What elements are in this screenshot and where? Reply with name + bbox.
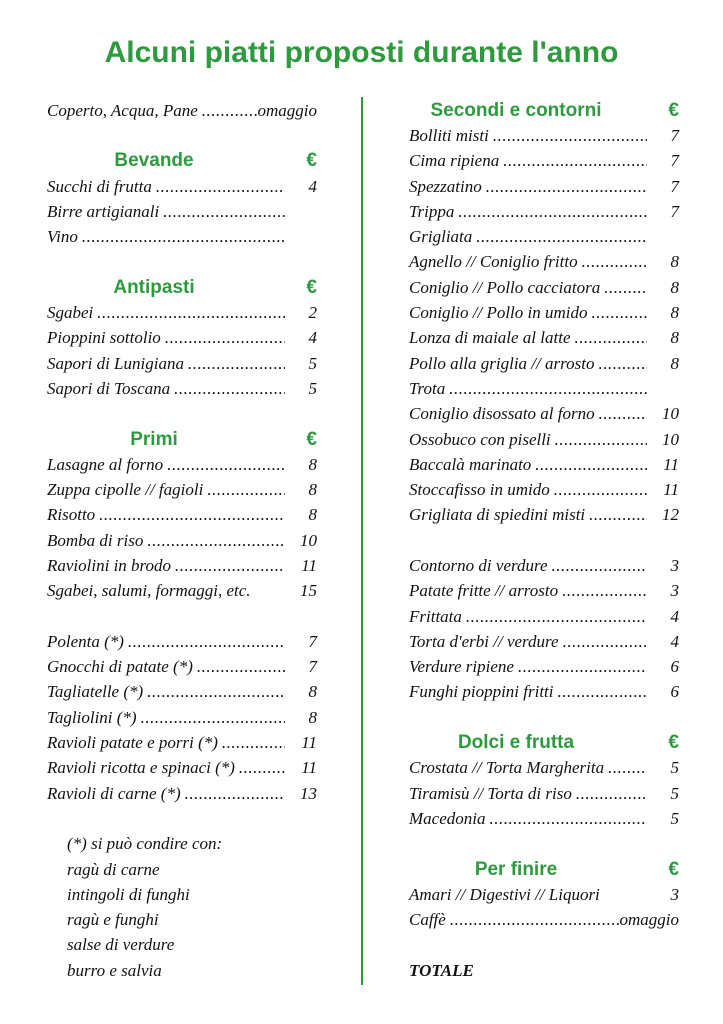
item-name: Contorno di verdure <box>409 555 548 575</box>
menu-item <box>409 604 679 629</box>
menu-item <box>47 680 317 705</box>
item-name: Succhi di frutta <box>47 176 152 196</box>
dot-leader <box>563 632 647 652</box>
item-name: Ossobuco con piselli <box>409 429 551 449</box>
item-price: 4 <box>308 328 317 348</box>
item-name: Torta d'erbi // verdure <box>409 631 559 651</box>
menu-item <box>47 579 317 604</box>
menu-item <box>47 98 317 123</box>
menu-item <box>47 503 317 528</box>
menu-item <box>47 452 317 477</box>
dot-leader <box>99 505 285 525</box>
note-text: intingoli di funghi <box>67 884 190 904</box>
dot-leader <box>147 682 285 702</box>
menu-item <box>409 351 679 376</box>
item-price: 10 <box>300 530 317 550</box>
note-line <box>47 832 317 857</box>
dot-leader <box>163 202 285 222</box>
blank-line <box>409 933 679 958</box>
section-heading <box>47 149 317 174</box>
item-name: Raviolini in brodo <box>47 555 172 575</box>
item-name: Bolliti misti <box>409 125 489 145</box>
section-title: Bevande <box>114 150 194 172</box>
menu-item <box>409 199 679 224</box>
item-name: Sgabei <box>47 303 94 323</box>
note-text: salse di verdure <box>67 935 175 955</box>
item-price: 4 <box>670 606 679 626</box>
note-text: ragù di carne <box>67 859 160 879</box>
item-price: 10 <box>662 429 679 449</box>
dot-leader <box>503 151 647 171</box>
dot-leader <box>589 505 647 525</box>
item-name: Pollo alla griglia // arrosto <box>409 353 595 373</box>
dot-leader <box>592 303 647 323</box>
menu-item <box>409 629 679 654</box>
item-name: Macedonia <box>409 808 486 828</box>
section-heading <box>47 275 317 300</box>
menu-item <box>409 250 679 275</box>
item-price: 8 <box>670 328 679 348</box>
dot-leader <box>489 809 647 829</box>
dot-leader <box>97 303 285 323</box>
item-name: Polenta (*) <box>47 631 124 651</box>
euro-symbol: € <box>668 99 679 121</box>
item-name: Tiramisù // Torta di riso <box>409 783 572 803</box>
item-price: 8 <box>670 252 679 272</box>
item-name: Bomba di riso <box>47 530 144 550</box>
item-name: Birre artigianali <box>47 201 160 221</box>
menu-item <box>47 326 317 351</box>
menu-item <box>409 452 679 477</box>
dot-leader <box>493 126 647 146</box>
blank-line <box>47 806 317 831</box>
item-name: Coniglio // Pollo cacciatora <box>409 277 601 297</box>
dot-leader <box>518 657 647 677</box>
section-title: Dolci e frutta <box>457 732 575 754</box>
euro-symbol: € <box>306 276 317 298</box>
note-text: ragù e funghi <box>67 910 159 930</box>
item-price: 11 <box>301 733 317 753</box>
item-price: 13 <box>300 783 317 803</box>
item-price: 3 <box>670 581 679 601</box>
item-price: 5 <box>670 808 679 828</box>
dot-leader <box>141 708 285 728</box>
menu-item <box>47 553 317 578</box>
note-line <box>47 933 317 958</box>
item-name: Ravioli ricotta e spinaci (*) <box>47 758 235 778</box>
item-price: 4 <box>670 631 679 651</box>
item-price: 8 <box>308 454 317 474</box>
menu-item <box>409 680 679 705</box>
menu-item <box>47 300 317 325</box>
page-title: Alcuni piatti proposti durante l'anno <box>104 36 619 69</box>
dot-leader <box>188 354 285 374</box>
dot-leader <box>239 758 285 778</box>
dot-leader <box>458 202 647 222</box>
item-name: Spezzatino <box>409 176 482 196</box>
euro-symbol: € <box>306 428 317 450</box>
item-price: 8 <box>308 505 317 525</box>
dot-leader <box>175 556 285 576</box>
menu-item <box>409 908 679 933</box>
section-heading <box>409 98 679 123</box>
item-price: 7 <box>670 125 679 145</box>
dot-leader <box>466 607 647 627</box>
menu-item <box>47 705 317 730</box>
note-line <box>47 908 317 933</box>
section-title: Per finire <box>474 858 558 880</box>
euro-symbol: € <box>668 732 679 754</box>
menu-item <box>409 477 679 502</box>
dot-leader <box>554 480 647 500</box>
menu-item <box>409 806 679 831</box>
item-name: Coniglio // Pollo in umido <box>409 303 588 323</box>
item-price: 7 <box>670 176 679 196</box>
item-price: 3 <box>670 884 679 904</box>
item-price: 15 <box>300 581 317 601</box>
menu-item <box>409 756 679 781</box>
item-name: Amari // Digestivi // Liquori <box>409 884 600 904</box>
menu-item <box>47 756 317 781</box>
blank-line <box>47 604 317 629</box>
menu-item <box>409 402 679 427</box>
dot-leader <box>167 455 285 475</box>
item-name: Agnello // Coniglio fritto <box>409 252 578 272</box>
item-name: Trippa <box>409 201 455 221</box>
item-price: 7 <box>308 631 317 651</box>
dot-leader <box>599 404 647 424</box>
menu-item <box>47 351 317 376</box>
dot-leader <box>202 101 258 121</box>
menu-item <box>409 300 679 325</box>
dot-leader <box>535 455 647 475</box>
dot-leader <box>222 733 285 753</box>
menu-item <box>409 427 679 452</box>
item-name: Gnocchi di patate (*) <box>47 657 193 677</box>
item-name: Funghi pioppini fritti <box>409 682 554 702</box>
item-price: 5 <box>670 783 679 803</box>
dot-leader <box>598 354 647 374</box>
item-price: 6 <box>670 657 679 677</box>
dot-leader <box>165 328 285 348</box>
blank-line <box>409 832 679 857</box>
item-price: 11 <box>663 480 679 500</box>
dot-leader <box>582 252 647 272</box>
item-name: Ravioli patate e porri (*) <box>47 733 218 753</box>
item-price: 11 <box>301 758 317 778</box>
menu-item <box>47 376 317 401</box>
right-column <box>409 98 679 983</box>
dot-leader <box>576 784 647 804</box>
dot-leader <box>147 531 285 551</box>
euro-symbol: € <box>668 858 679 880</box>
dot-leader <box>608 758 647 778</box>
menu-item <box>47 629 317 654</box>
menu-item <box>47 477 317 502</box>
item-price: 8 <box>670 277 679 297</box>
menu-item <box>409 553 679 578</box>
blank-line <box>47 123 317 148</box>
dot-leader <box>207 480 285 500</box>
item-name: Sapori di Lunigiana <box>47 353 184 373</box>
item-name: Baccalà marinato <box>409 454 532 474</box>
left-column <box>47 98 317 983</box>
item-name: Crostata // Torta Margherita <box>409 758 605 778</box>
item-name: Pioppini sottolio <box>47 328 161 348</box>
menu-item <box>47 174 317 199</box>
item-price: 7 <box>308 657 317 677</box>
blank-line <box>47 250 317 275</box>
note-line <box>47 882 317 907</box>
item-name: Tagliolini (*) <box>47 707 137 727</box>
item-price: 8 <box>308 682 317 702</box>
menu-item <box>409 149 679 174</box>
item-name: Vino <box>47 227 78 247</box>
item-price: 5 <box>670 758 679 778</box>
item-price: 12 <box>662 505 679 525</box>
item-name: Coperto, Acqua, Pane <box>47 100 198 120</box>
item-name: Tagliatelle (*) <box>47 682 144 702</box>
blank-line <box>409 528 679 553</box>
menu-item <box>409 275 679 300</box>
item-name: Stoccafisso in umido <box>409 480 550 500</box>
dot-leader <box>449 379 647 399</box>
blank-line <box>47 402 317 427</box>
item-name: Lasagne al forno <box>47 454 164 474</box>
item-name: Coniglio disossato al forno <box>409 404 595 424</box>
section-heading <box>409 857 679 882</box>
item-name: Caffè <box>409 910 446 930</box>
dot-leader <box>156 177 285 197</box>
section-heading <box>47 427 317 452</box>
item-name: Verdure ripiene <box>409 657 514 677</box>
item-price: 8 <box>308 480 317 500</box>
item-name: Trota <box>409 378 446 398</box>
menu-item <box>47 528 317 553</box>
item-price: 6 <box>670 682 679 702</box>
note-line <box>47 857 317 882</box>
menu-item <box>409 376 679 401</box>
item-price: 7 <box>670 151 679 171</box>
dot-leader <box>558 682 647 702</box>
item-name: Sapori di Toscana <box>47 378 171 398</box>
item-name: Cima ripiena <box>409 151 500 171</box>
item-name: Ravioli di carne (*) <box>47 783 181 803</box>
euro-symbol: € <box>306 150 317 172</box>
dot-leader <box>486 177 647 197</box>
dot-leader <box>476 227 647 247</box>
menu-item <box>409 224 679 249</box>
total-label: TOTALE <box>409 960 474 980</box>
note-line <box>47 958 317 983</box>
total-line <box>409 958 679 983</box>
item-price: 8 <box>670 353 679 373</box>
dot-leader <box>552 556 647 576</box>
item-price: 4 <box>308 176 317 196</box>
item-price: 8 <box>670 303 679 323</box>
menu-item <box>409 123 679 148</box>
menu-item <box>47 224 317 249</box>
item-price: 10 <box>662 404 679 424</box>
note-text: burro e salvia <box>67 960 162 980</box>
dot-leader <box>128 632 285 652</box>
menu-item <box>409 579 679 604</box>
dot-leader <box>575 328 648 348</box>
item-price: 8 <box>308 707 317 727</box>
item-price: 5 <box>308 353 317 373</box>
menu-item <box>47 730 317 755</box>
dot-leader <box>604 278 647 298</box>
item-name: Frittata <box>409 606 462 626</box>
item-name: Grigliata <box>409 227 473 247</box>
item-name: Grigliata di spiedini misti <box>409 505 586 525</box>
item-price: 7 <box>670 201 679 221</box>
item-name: Patate fritte // arrosto <box>409 581 559 601</box>
dot-leader <box>555 430 647 450</box>
column-divider <box>361 97 363 985</box>
dot-leader <box>82 227 285 247</box>
menu-item <box>47 199 317 224</box>
menu-item <box>409 503 679 528</box>
item-price: omaggio <box>619 910 679 930</box>
dot-leader <box>174 379 285 399</box>
item-name: Sgabei, salumi, formaggi, etc. <box>47 581 251 601</box>
menu-item <box>409 174 679 199</box>
dot-leader <box>450 910 620 930</box>
dot-leader <box>562 581 647 601</box>
menu-item <box>409 655 679 680</box>
item-name: Risotto <box>47 505 96 525</box>
item-price: omaggio <box>257 100 317 120</box>
dot-leader <box>197 657 285 677</box>
dot-leader <box>185 784 285 804</box>
section-title: Antipasti <box>113 276 195 298</box>
menu-item <box>409 781 679 806</box>
item-price: 11 <box>301 555 317 575</box>
section-title: Secondi e contorni <box>430 99 602 121</box>
item-price: 2 <box>308 303 317 323</box>
section-title: Primi <box>130 428 178 450</box>
menu-item <box>47 655 317 680</box>
item-price: 11 <box>663 454 679 474</box>
blank-line <box>409 705 679 730</box>
section-heading <box>409 730 679 755</box>
note-text: (*) si può condire con: <box>67 834 223 854</box>
menu-item <box>409 882 679 907</box>
menu-item <box>409 326 679 351</box>
item-price: 3 <box>670 555 679 575</box>
item-price: 5 <box>308 378 317 398</box>
item-name: Lonza di maiale al latte <box>409 328 571 348</box>
item-name: Zuppa cipolle // fagioli <box>47 480 204 500</box>
menu-item <box>47 781 317 806</box>
